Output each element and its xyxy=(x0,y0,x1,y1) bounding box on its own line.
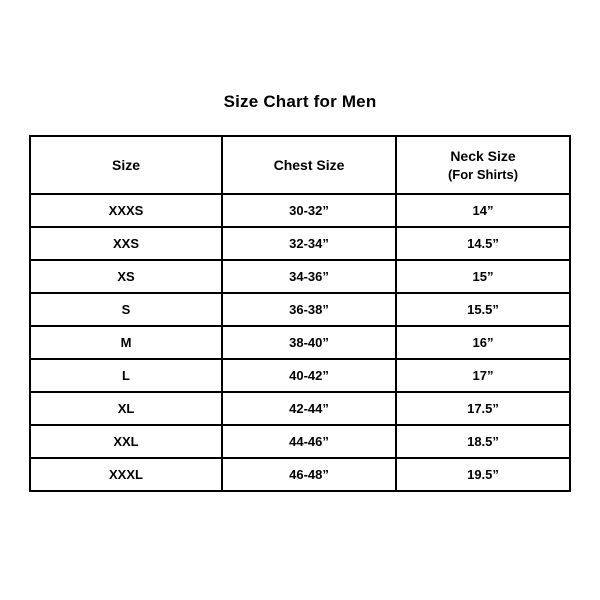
cell-size: M xyxy=(30,326,222,359)
cell-chest: 46-48” xyxy=(222,458,396,491)
table-row xyxy=(30,194,570,227)
table-row xyxy=(30,425,570,458)
cell-size: XS xyxy=(30,260,222,293)
table-row xyxy=(30,227,570,260)
cell-size: L xyxy=(30,359,222,392)
table-row xyxy=(30,293,570,326)
table-row xyxy=(30,458,570,491)
cell-size: XL xyxy=(30,392,222,425)
table-row xyxy=(30,359,570,392)
table-row xyxy=(30,326,570,359)
column-header-neck-size-subtitle: (For Shirts) xyxy=(447,167,519,182)
cell-size: XXS xyxy=(30,227,222,260)
column-header-neck-size xyxy=(396,136,570,194)
cell-neck: 14.5” xyxy=(396,227,570,260)
cell-neck: 15.5” xyxy=(396,293,570,326)
table-body xyxy=(30,194,570,491)
column-header-size-label: Size xyxy=(111,157,140,173)
column-header-neck-size-label: Neck Size xyxy=(450,148,516,164)
cell-neck: 18.5” xyxy=(396,425,570,458)
table-row xyxy=(30,260,570,293)
size-chart-table xyxy=(29,135,571,492)
cell-neck: 14” xyxy=(396,194,570,227)
cell-chest: 36-38” xyxy=(222,293,396,326)
table-row xyxy=(30,392,570,425)
cell-chest: 38-40” xyxy=(222,326,396,359)
cell-neck: 19.5” xyxy=(396,458,570,491)
cell-neck: 16” xyxy=(396,326,570,359)
cell-neck: 17” xyxy=(396,359,570,392)
cell-chest: 40-42” xyxy=(222,359,396,392)
table-header-row xyxy=(30,136,570,194)
cell-chest: 30-32” xyxy=(222,194,396,227)
page-title: Size Chart for Men xyxy=(223,92,377,111)
column-header-chest-size-label: Chest Size xyxy=(273,157,345,173)
cell-neck: 15” xyxy=(396,260,570,293)
column-header-size xyxy=(30,136,222,194)
cell-chest: 34-36” xyxy=(222,260,396,293)
cell-size: XXL xyxy=(30,425,222,458)
table-header xyxy=(30,136,570,194)
cell-size: XXXS xyxy=(30,194,222,227)
cell-chest: 42-44” xyxy=(222,392,396,425)
cell-chest: 44-46” xyxy=(222,425,396,458)
cell-size: XXXL xyxy=(30,458,222,491)
cell-chest: 32-34” xyxy=(222,227,396,260)
cell-neck: 17.5” xyxy=(396,392,570,425)
cell-size: S xyxy=(30,293,222,326)
column-header-chest-size xyxy=(222,136,396,194)
